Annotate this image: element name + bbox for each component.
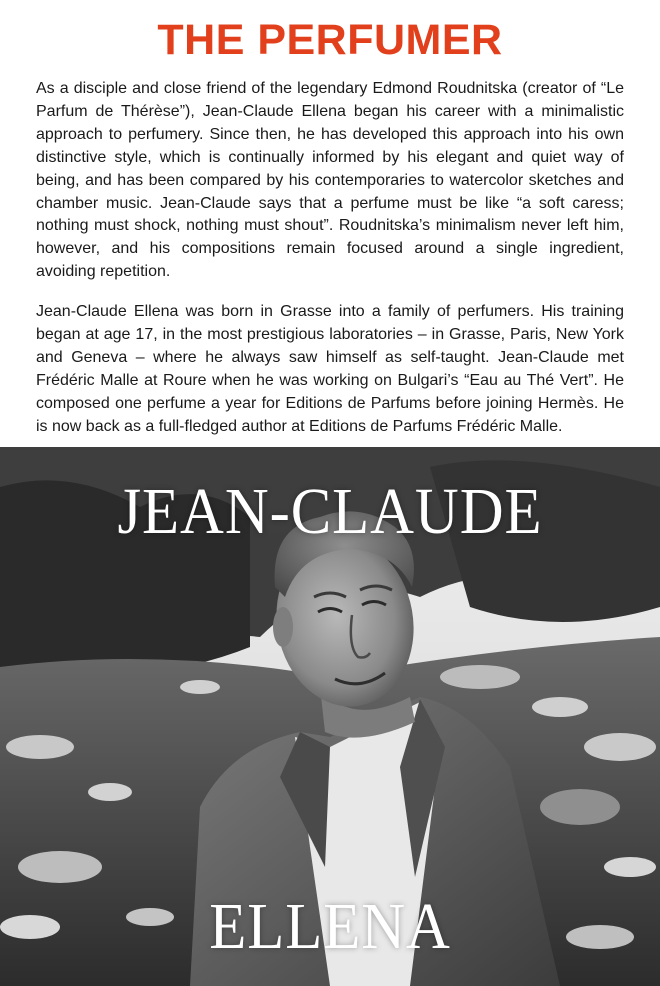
article-body [36,78,624,439]
page-title: THE PERFUMER [157,16,503,64]
portrait-photo [0,447,660,986]
article-paragraph: As a disciple and close friend of the legendary Edmond Roudnitska (creator of “Le Parfum de Thérèse”), Jean-Claude Ellena began his career with a minimalistic approach to perfumery. Since then, he has developed this approach into his own distinctive style, which is continually informed by his elegant and quiet way of being, and has been compared by his contemporaries to watercolor sketches and chamber music. Jean-Claude says that a perfume must be like “a soft caress; nothing must shock, nothing must shout”. Roudnitska’s minimalism never left him, however, and his compositions remain focused around a single ingredient, avoiding repetition. [36,80,624,281]
portrait-last-name: ELLENA [209,890,451,963]
portrait-first-name: JEAN-CLAUDE [117,475,543,548]
article-paragraph: Jean-Claude Ellena was born in Grasse into a family of perfumers. His training began at age 17, in the most prestigious laboratories – in Grasse, Paris, New York and Geneva – where he always saw himself as self-taught. Jean-Claude met Frédéric Malle at Roure when he was working on Bulgari’s “Eau au Thé Vert”. He composed one perfume a year for Editions de Parfums before joining Hermès. He is now back as a full-fledged author at Editions de Parfums Frédéric Malle. [36,303,624,435]
